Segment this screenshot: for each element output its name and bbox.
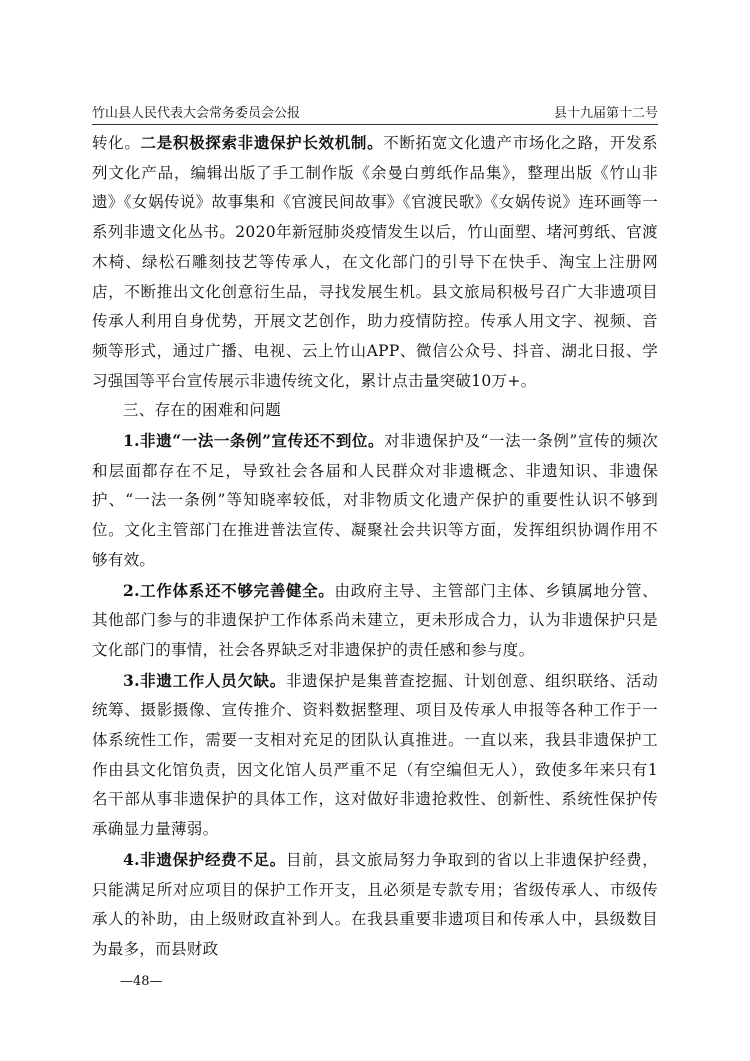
paragraph-5 bbox=[92, 845, 658, 965]
paragraph-text: 对非遗保护及“一法一条例”宣传的频次和层面都存在不足，导致社会各届和人民群众对非遗概念、非遗知识、非遗保护、“一法一条例”等知晓率较低，对非物质文化遗产保护的重要性认识不够到位。文化主管部门在推进普法宣传、凝聚社会共识等方面，发挥组织协调作用不够有效。 bbox=[92, 432, 658, 569]
page-number: —48— bbox=[120, 974, 163, 989]
paragraph-4 bbox=[92, 666, 658, 845]
section-heading-text: 三、存在的困难和问题 bbox=[123, 401, 282, 420]
page-header bbox=[92, 104, 658, 124]
paragraph-heading: 二是积极探索非遗保护长效机制。 bbox=[140, 133, 384, 152]
paragraph-heading: 1.非遗“一法一条例”宣传还不到位。 bbox=[123, 431, 385, 451]
header-issue-number: 县十九届第十二号 bbox=[553, 106, 658, 121]
document-body bbox=[92, 128, 658, 965]
paragraph-text: 非遗保护是集普查挖掘、计划创意、组织联络、活动统筹、摄影摄像、宣传推介、资料数据整理、项目及传承人申报等各种工作于一体系统性工作，需要一支相对充足的团队认真推进。一直以来，我县非遗保护工作由县文化馆负责，因文化馆人员严重不足（有空编但无人），致使多年来只有1名干部从事非遗保护的具体工作，这对做好非遗抢救性、创新性、系统性保护传承确显力量薄弱。 bbox=[92, 671, 659, 839]
paragraph-1 bbox=[92, 128, 658, 396]
paragraph-text: 目前，县文旅局努力争取到的省以上非遗保护经费，只能满足所对应项目的保护工作开支，且必须是专款专用；省级传承人、市级传承人的补助，由上级财政直补到人。在我县重要非遗项目和传承人中，县级数目为最多，而县财政 bbox=[92, 850, 659, 958]
paragraph-text: 由政府主导、主管部门主体、乡镇属地分管、其他部门参与的非遗保护工作体系尚未建立，更未形成合力，认为非遗保护只是文化部门的事情，社会各界缺乏对非遗保护的责任感和参与度。 bbox=[92, 581, 658, 659]
paragraph-heading: 2.工作体系还不够完善健全。 bbox=[123, 580, 335, 600]
header-publication-title: 竹山县人民代表大会常务委员会公报 bbox=[92, 106, 301, 121]
paragraph-text: 不断拓宽文化遗产市场化之路，开发系列文化产品，编辑出版了手工制作版《余曼白剪纸作品集》，整理出版《竹山非遗》《女娲传说》故事集和《官渡民间故事》《官渡民歌》《女娲传说》连环画等一系列非遗文化丛书。2020年新冠肺炎疫情发生以后，竹山面塑、堵河剪纸、官渡木椅、绿松石雕刻技艺等传承人，在文化部门的引导下在快手、淘宝上注册网店，不断推出文化创意衍生品，寻找发展生机。县文旅局积极号召广大非遗项目传承人利用自身优势，开展文艺创作，助力疫情防控。传承人用文字、视频、音频等形式，通过广播、电视、云上竹山APP、微信公众号、抖音、湖北日报、学习强国等平台宣传展示非遗传统文化，累计点击量突破10万+。 bbox=[92, 134, 658, 390]
section-heading bbox=[92, 396, 658, 426]
header-divider bbox=[92, 124, 658, 125]
paragraph-heading: 3.非遗工作人员欠缺。 bbox=[123, 670, 286, 690]
paragraph-heading: 4.非遗保护经费不足。 bbox=[123, 849, 286, 869]
paragraph-lead: 转化。 bbox=[92, 134, 141, 152]
paragraph-2 bbox=[92, 426, 658, 576]
paragraph-3 bbox=[92, 576, 658, 666]
